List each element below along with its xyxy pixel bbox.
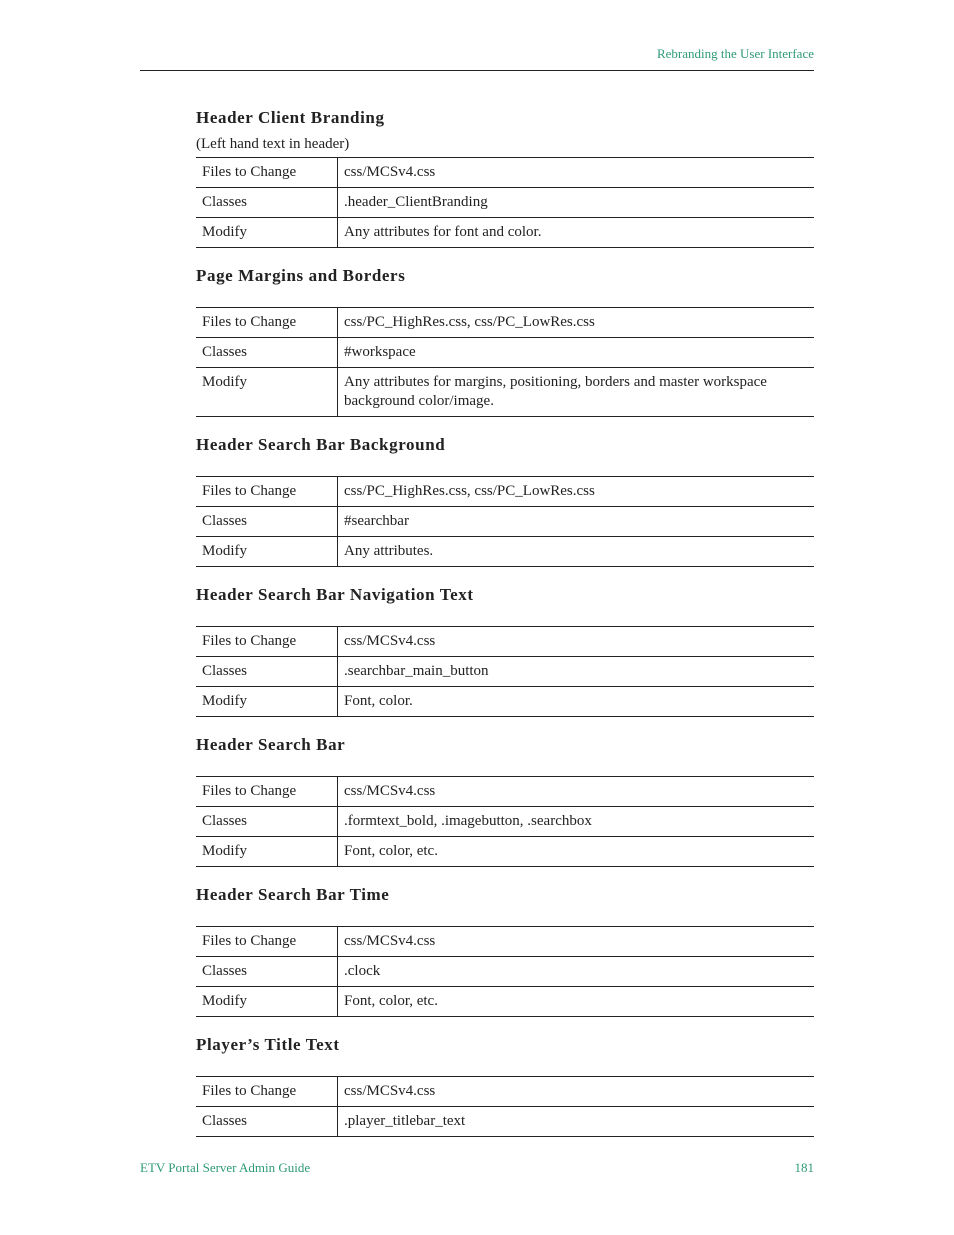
row-value: .player_titlebar_text xyxy=(338,1107,815,1137)
table-row xyxy=(196,1077,814,1107)
row-value: css/MCSv4.css xyxy=(338,158,815,188)
spec-table xyxy=(196,626,814,717)
table-row xyxy=(196,188,814,218)
row-label: Classes xyxy=(196,807,338,837)
table-row xyxy=(196,218,814,248)
table-row xyxy=(196,837,814,867)
spec-table xyxy=(196,476,814,567)
row-value: Any attributes for margins, positioning, borders and master workspace background color/image. xyxy=(338,368,815,417)
row-label: Classes xyxy=(196,507,338,537)
page-content xyxy=(196,106,814,1137)
row-label: Classes xyxy=(196,1107,338,1137)
row-label: Classes xyxy=(196,957,338,987)
table-row xyxy=(196,338,814,368)
page-number: 181 xyxy=(794,1160,814,1175)
row-value: css/MCSv4.css xyxy=(338,927,815,957)
table-row xyxy=(196,657,814,687)
section-title: Header Client Branding xyxy=(196,108,385,127)
row-label: Files to Change xyxy=(196,308,338,338)
section-title: Header Search Bar Background xyxy=(196,435,446,454)
section-players-title-text xyxy=(196,1033,814,1137)
row-label: Files to Change xyxy=(196,158,338,188)
section-title: Header Search Bar Time xyxy=(196,885,390,904)
row-value: .header_ClientBranding xyxy=(338,188,815,218)
table-row xyxy=(196,957,814,987)
header-rule xyxy=(140,70,814,71)
row-label: Files to Change xyxy=(196,1077,338,1107)
spec-table xyxy=(196,157,814,248)
row-value: css/MCSv4.css xyxy=(338,627,815,657)
table-row xyxy=(196,537,814,567)
row-label: Classes xyxy=(196,338,338,368)
row-label: Modify xyxy=(196,218,338,248)
row-label: Modify xyxy=(196,368,338,417)
section-title: Page Margins and Borders xyxy=(196,266,406,285)
table-row xyxy=(196,158,814,188)
table-row xyxy=(196,807,814,837)
spec-table xyxy=(196,1076,814,1137)
row-value: css/MCSv4.css xyxy=(338,1077,815,1107)
running-footer xyxy=(140,1160,814,1176)
row-value: .formtext_bold, .imagebutton, .searchbox xyxy=(338,807,815,837)
table-row xyxy=(196,477,814,507)
row-label: Files to Change xyxy=(196,627,338,657)
table-row xyxy=(196,777,814,807)
spec-table xyxy=(196,776,814,867)
spec-table xyxy=(196,926,814,1017)
row-label: Files to Change xyxy=(196,477,338,507)
row-value: .searchbar_main_button xyxy=(338,657,815,687)
row-value: Font, color, etc. xyxy=(338,837,815,867)
section-title: Player’s Title Text xyxy=(196,1035,340,1054)
table-row xyxy=(196,1107,814,1137)
table-row xyxy=(196,927,814,957)
spec-table xyxy=(196,307,814,417)
table-row xyxy=(196,507,814,537)
row-value: .clock xyxy=(338,957,815,987)
row-value: Font, color. xyxy=(338,687,815,717)
footer-guide-title: ETV Portal Server Admin Guide xyxy=(140,1160,311,1175)
table-row xyxy=(196,368,814,417)
section-title: Header Search Bar Navigation Text xyxy=(196,585,474,604)
section-header-client-branding xyxy=(196,106,814,264)
row-value: Any attributes. xyxy=(338,537,815,567)
table-row xyxy=(196,987,814,1017)
section-header-search-bar-navigation-text xyxy=(196,583,814,733)
row-value: #searchbar xyxy=(338,507,815,537)
row-value: Font, color, etc. xyxy=(338,987,815,1017)
section-header-search-bar xyxy=(196,733,814,883)
table-row xyxy=(196,687,814,717)
section-title: Header Search Bar xyxy=(196,735,346,754)
row-value: #workspace xyxy=(338,338,815,368)
row-value: css/MCSv4.css xyxy=(338,777,815,807)
row-label: Files to Change xyxy=(196,777,338,807)
row-label: Modify xyxy=(196,987,338,1017)
section-header-search-bar-background xyxy=(196,433,814,583)
row-value: Any attributes for font and color. xyxy=(338,218,815,248)
row-label: Modify xyxy=(196,687,338,717)
section-note: (Left hand text in header) xyxy=(196,136,350,152)
row-label: Classes xyxy=(196,657,338,687)
row-label: Files to Change xyxy=(196,927,338,957)
section-header-search-bar-time xyxy=(196,883,814,1033)
row-label: Modify xyxy=(196,537,338,567)
row-value: css/PC_HighRes.css, css/PC_LowRes.css xyxy=(338,477,815,507)
table-row xyxy=(196,308,814,338)
row-label: Modify xyxy=(196,837,338,867)
table-row xyxy=(196,627,814,657)
section-page-margins-and-borders xyxy=(196,264,814,433)
row-value: css/PC_HighRes.css, css/PC_LowRes.css xyxy=(338,308,815,338)
running-header: Rebranding the User Interface xyxy=(656,46,814,61)
row-label: Classes xyxy=(196,188,338,218)
